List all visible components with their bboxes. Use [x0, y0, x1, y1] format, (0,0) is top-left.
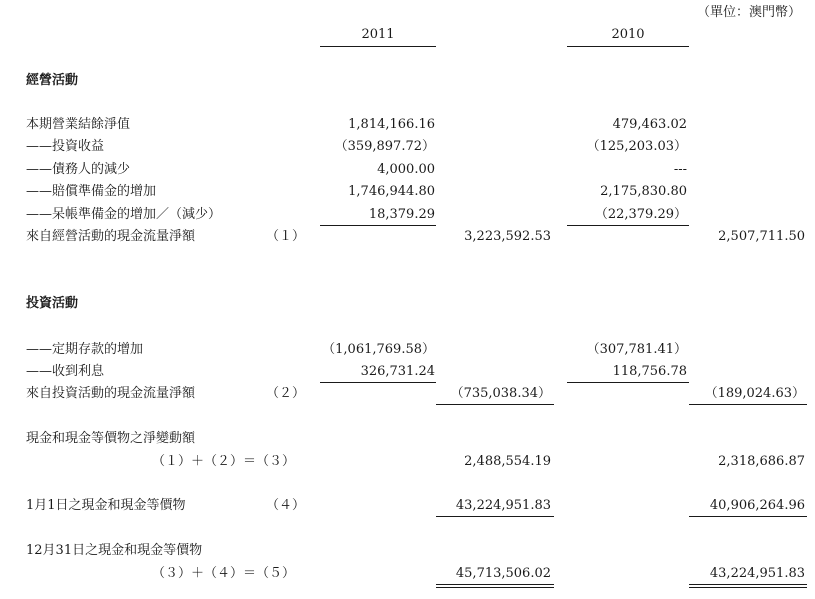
closing-double-rule-2011 — [436, 584, 554, 588]
row-label: 本期營業結餘淨值 — [26, 117, 131, 132]
closing-balance-label: 12月31日之現金和現金等價物 — [26, 543, 203, 558]
row-label: ——收到利息 — [26, 364, 105, 379]
total-value-2011: 3,223,592.53 — [464, 229, 551, 244]
opening-rule-2010 — [689, 516, 807, 517]
row-value-2010: （22,379.29） — [594, 207, 687, 222]
total-rule-2011 — [436, 404, 554, 405]
net-change-value-2010: 2,318,686.87 — [718, 454, 805, 469]
subtotal-rule-2010 — [567, 225, 689, 226]
row-value-2011: 4,000.00 — [377, 162, 435, 177]
net-change-label: 現金和現金等價物之淨變動額 — [26, 431, 196, 446]
year-header-2011: 2011 — [361, 27, 395, 42]
row-value-2010: --- — [673, 162, 687, 177]
section-heading-investing: 投資活動 — [26, 296, 79, 311]
total-ref-operating: （１） — [266, 229, 306, 244]
section-heading-operating: 經營活動 — [26, 73, 79, 88]
closing-balance-formula: （３）＋（４）＝（５） — [152, 566, 296, 581]
opening-balance-value-2010: 40,906,264.96 — [709, 498, 805, 513]
subtotal-rule-2011 — [320, 382, 436, 383]
total-rule-2010 — [689, 404, 807, 405]
opening-balance-ref: （４） — [266, 498, 306, 513]
net-change-formula: （１）＋（２）＝（３） — [152, 454, 296, 469]
row-label: ——呆帳準備金的增加／（減少） — [26, 207, 222, 222]
row-label: ——投資收益 — [26, 139, 105, 154]
total-value-2010: （189,024.63） — [704, 386, 805, 401]
opening-balance-value-2011: 43,224,951.83 — [455, 498, 551, 513]
year-underline-2011 — [320, 46, 436, 47]
row-value-2010: 2,175,830.80 — [600, 184, 687, 199]
row-value-2011: （359,897.72） — [334, 139, 435, 154]
total-value-2010: 2,507,711.50 — [718, 229, 805, 244]
opening-rule-2011 — [436, 516, 554, 517]
closing-double-rule-2010 — [689, 584, 807, 588]
row-value-2011: （1,061,769.58） — [322, 342, 435, 357]
subtotal-rule-2010 — [567, 382, 689, 383]
row-value-2011: 326,731.24 — [360, 364, 435, 379]
closing-balance-value-2011: 45,713,506.02 — [455, 566, 551, 581]
unit-note: （單位：澳門幣） — [696, 5, 801, 20]
row-value-2011: 1,814,166.16 — [348, 117, 435, 132]
subtotal-rule-2011 — [320, 225, 436, 226]
year-header-2010: 2010 — [611, 27, 645, 42]
total-label-investing: 來自投資活動的現金流量淨額 — [26, 386, 196, 401]
row-value-2010: 479,463.02 — [612, 117, 687, 132]
total-label-operating: 來自經營活動的現金流量淨額 — [26, 229, 196, 244]
row-value-2011: 18,379.29 — [368, 207, 435, 222]
closing-balance-value-2010: 43,224,951.83 — [709, 566, 805, 581]
row-value-2010: （307,781.41） — [586, 342, 687, 357]
total-ref-investing: （２） — [266, 386, 306, 401]
row-value-2010: （125,203.03） — [586, 139, 687, 154]
row-label: ——債務人的減少 — [26, 162, 131, 177]
row-value-2011: 1,746,944.80 — [348, 184, 435, 199]
year-underline-2010 — [567, 46, 689, 47]
total-value-2011: （735,038.34） — [450, 386, 551, 401]
opening-balance-label: 1月1日之現金和現金等價物 — [26, 498, 186, 513]
net-change-value-2011: 2,488,554.19 — [464, 454, 551, 469]
row-label: ——定期存款的增加 — [26, 342, 144, 357]
row-value-2010: 118,756.78 — [612, 364, 687, 379]
row-label: ——賠償準備金的增加 — [26, 184, 157, 199]
